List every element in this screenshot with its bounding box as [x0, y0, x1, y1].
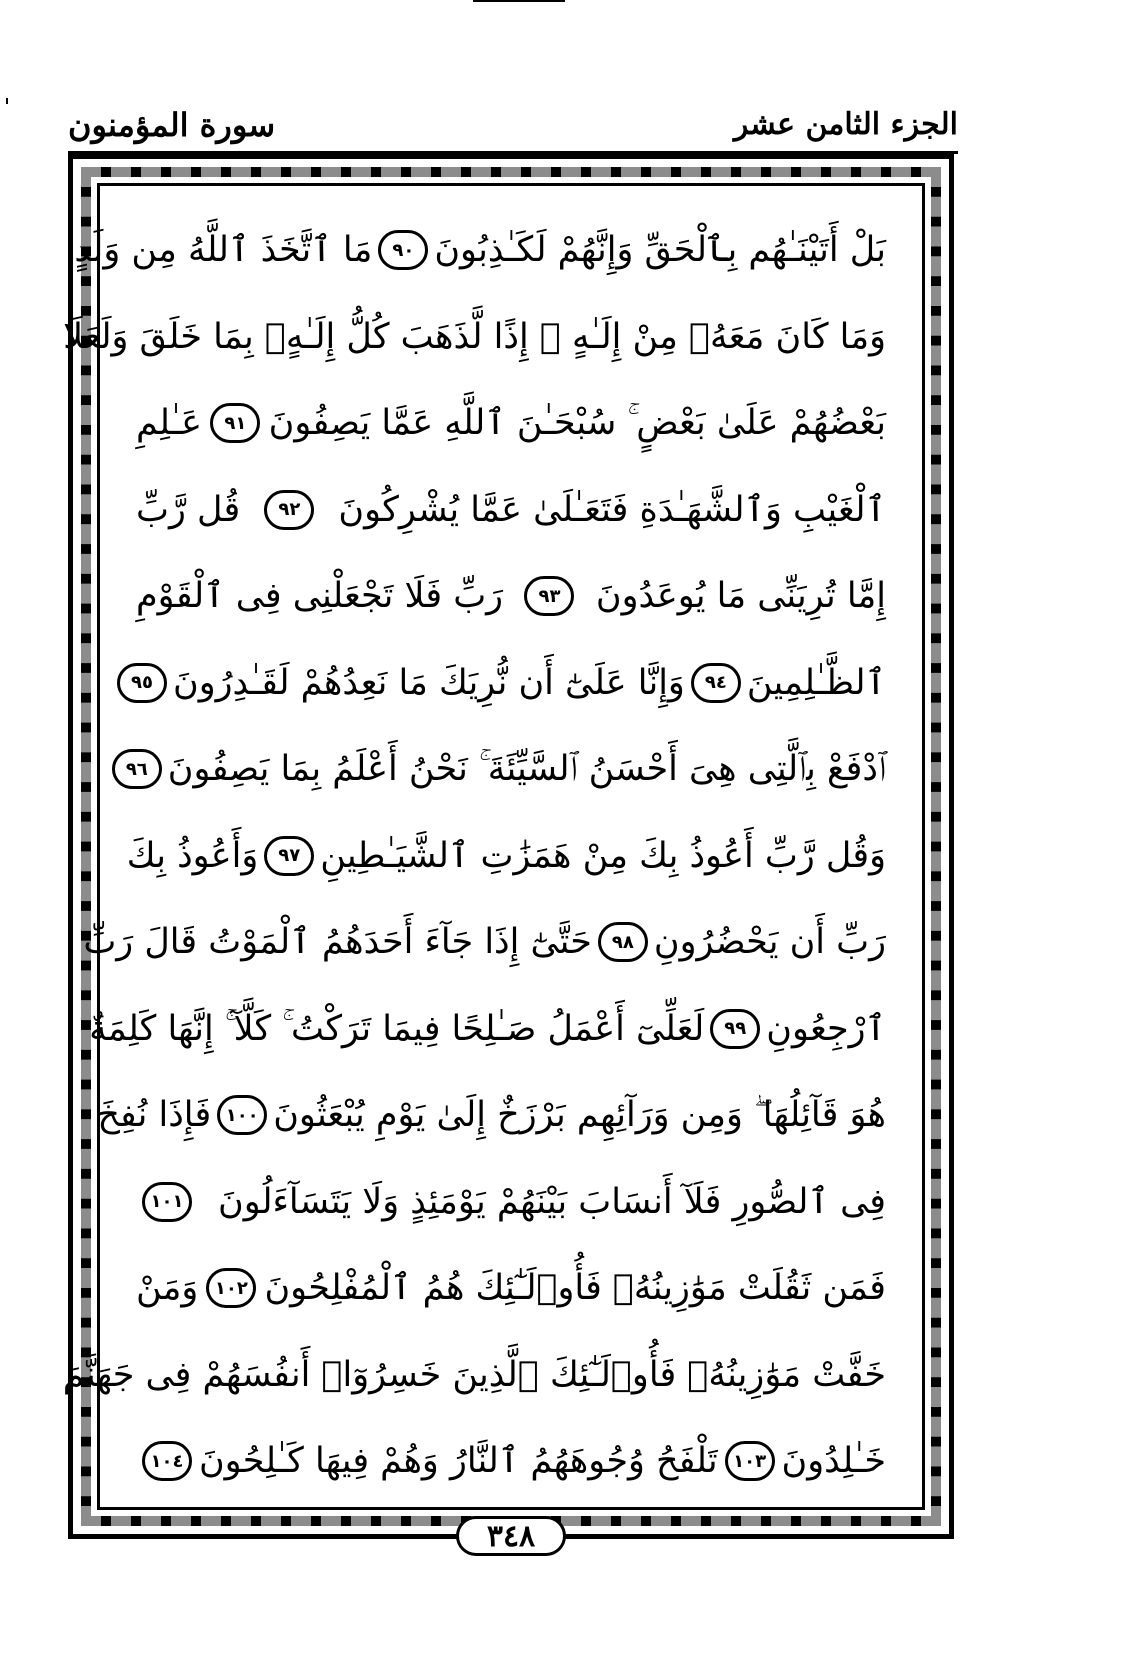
- text-line: [131, 645, 886, 721]
- text-line: [97, 1077, 886, 1153]
- verse-text: وَإِنَّا عَلَىٰٓ أَن نُّرِيَكَ مَا نَعِدُهُمْ لَقَـٰدِرُونَ: [173, 662, 685, 703]
- ayah-number-marker: ٩٧: [264, 836, 314, 876]
- ayah-number-marker: ٩٥: [117, 663, 167, 703]
- verse-text: فَإِذَا نُفِخَ: [97, 1095, 212, 1135]
- ayah-number-marker: ٩١: [210, 403, 260, 443]
- ayah-number-marker: ٩٠: [378, 230, 428, 270]
- text-line: [83, 904, 886, 980]
- corner-mark: [6, 98, 8, 104]
- ayah-number-marker: ١٠٠: [217, 1095, 267, 1135]
- text-line: [136, 558, 886, 634]
- verse-text: قُل رَّبِّ: [136, 489, 241, 530]
- verse-text: هُوَ قَآئِلُهَا ۖ وَمِن وَرَآئِهِم بَرْزَخٌ إِلَىٰ يَوْمِ يُبْعَثُونَ: [273, 1095, 886, 1135]
- surah-title: سورة المؤمنون: [68, 106, 276, 144]
- ayah-number-marker: ٩٢: [264, 490, 314, 530]
- text-panel: [62, 183, 925, 1510]
- text-line: [136, 1250, 886, 1326]
- verse-text: ٱرْجِعُونِ: [766, 1008, 886, 1049]
- text-line: [62, 1337, 886, 1413]
- verse-text: حَتَّىٰٓ إِذَا جَآءَ أَحَدَهُمُ ٱلْمَوْتُ قَالَ رَبِّ: [83, 922, 592, 962]
- text-line: [136, 472, 886, 548]
- verse-text: خَفَّتْ مَوَٰزِينُهُۥ فَأُو۟لَـٰٓئِكَ ٱلَّذِينَ خَسِرُوٓا۟ أَنفُسَهُمْ فِى جَهَنَّمَ: [62, 1354, 886, 1395]
- top-rule: [473, 0, 565, 2]
- verse-text: بَعْضُهُمْ عَلَىٰ بَعْضٍ ۚ سُبْحَـٰنَ ٱللَّهِ عَمَّا يَصِفُونَ: [268, 403, 886, 443]
- verse-text: بَلْ أَتَيْنَـٰهُم بِٱلْحَقِّ وَإِنَّهُمْ لَكَـٰذِبُونَ: [434, 230, 886, 270]
- verse-text: فَمَن ثَقُلَتْ مَوَٰزِينُهُۥ فَأُو۟لَـٰٓئِكَ هُمُ ٱلْمُفْلِحُونَ: [264, 1268, 886, 1308]
- verse-text: ٱدْفَعْ بِٱلَّتِى هِىَ أَحْسَنُ ٱلسَّيِّئَةَ ۚ نَحْنُ أَعْلَمُ بِمَا يَصِفُونَ: [167, 749, 886, 789]
- text-line: [136, 1164, 886, 1240]
- ayah-number-marker: ٩٤: [691, 663, 741, 703]
- text-line: [74, 212, 886, 288]
- page-header: [68, 98, 958, 154]
- ayah-number-marker: ١٠١: [142, 1182, 192, 1222]
- verse-text: خَـٰلِدُونَ: [781, 1441, 886, 1481]
- text-line: [63, 299, 886, 375]
- verse-text: تَلْفَحُ وُجُوهَهُمُ ٱلنَّارُ وَهُمْ فِيهَا كَـٰلِحُونَ: [198, 1441, 718, 1481]
- verse-text: إِمَّا تُرِيَنِّى مَا يُوعَدُونَ: [595, 576, 886, 616]
- ayah-number-marker: ٩٣: [524, 576, 574, 616]
- verse-text: ٱلْغَيْبِ وَٱلشَّهَـٰدَةِ فَتَعَـٰلَىٰ عَمَّا يُشْرِكُونَ: [338, 489, 886, 530]
- text-line: [136, 385, 886, 461]
- verse-text: وَمَنْ: [136, 1268, 199, 1308]
- verse-text: فِى ٱلصُّورِ فَلَآ أَنسَابَ بَيْنَهُمْ يَوْمَئِذٍ وَلَا يَتَسَآءَلُونَ: [218, 1181, 886, 1222]
- ayah-number-marker: ١٠٣: [725, 1441, 775, 1481]
- verse-text: لَعَلِّىٓ أَعْمَلُ صَـٰلِحًا فِيمَا تَرَكْتُ ۚ كَلَّآ ۚ إِنَّهَا كَلِمَةٌ: [89, 1008, 705, 1049]
- text-line: [136, 1423, 886, 1499]
- ayah-number-marker: ١٠٢: [206, 1268, 256, 1308]
- ayah-number-marker: ٩٩: [710, 1009, 760, 1049]
- text-line: [125, 731, 886, 807]
- ayah-number-marker: ٩٦: [112, 749, 162, 789]
- ayah-number-marker: ١٠٤: [142, 1441, 192, 1481]
- juz-title: الجزء الثامن عشر: [733, 107, 958, 142]
- verse-text: رَبِّ أَن يَحْضُرُونِ: [653, 922, 886, 962]
- text-line: [126, 818, 886, 894]
- verse-text: عَـٰلِمِ: [136, 403, 203, 443]
- verse-text: رَبِّ فَلَا تَجْعَلْنِى فِى ٱلْقَوْمِ: [136, 576, 504, 616]
- verse-text: ٱلظَّـٰلِمِينَ: [746, 662, 886, 703]
- page-frame: [62, 154, 954, 1554]
- verse-text: وَقُل رَّبِّ أَعُوذُ بِكَ مِنْ هَمَزَٰتِ ٱلشَّيَـٰطِينِ: [320, 835, 886, 876]
- ayah-number-marker: ٩٨: [598, 922, 648, 962]
- verse-text: مَا ٱتَّخَذَ ٱللَّهُ مِن وَلَدٍ: [74, 230, 373, 270]
- quran-text: [62, 212, 886, 1481]
- verse-text: وَأَعُوذُ بِكَ: [126, 835, 259, 876]
- page-number: ٣٤٨: [456, 1516, 566, 1556]
- verse-text: وَمَا كَانَ مَعَهُۥ مِنْ إِلَـٰهٍ ۚ إِذًا لَّذَهَبَ كُلُّ إِلَـٰهٍۭ بِمَا خَلَقَ وَلَعَلَا: [63, 316, 886, 357]
- text-line: [89, 991, 886, 1067]
